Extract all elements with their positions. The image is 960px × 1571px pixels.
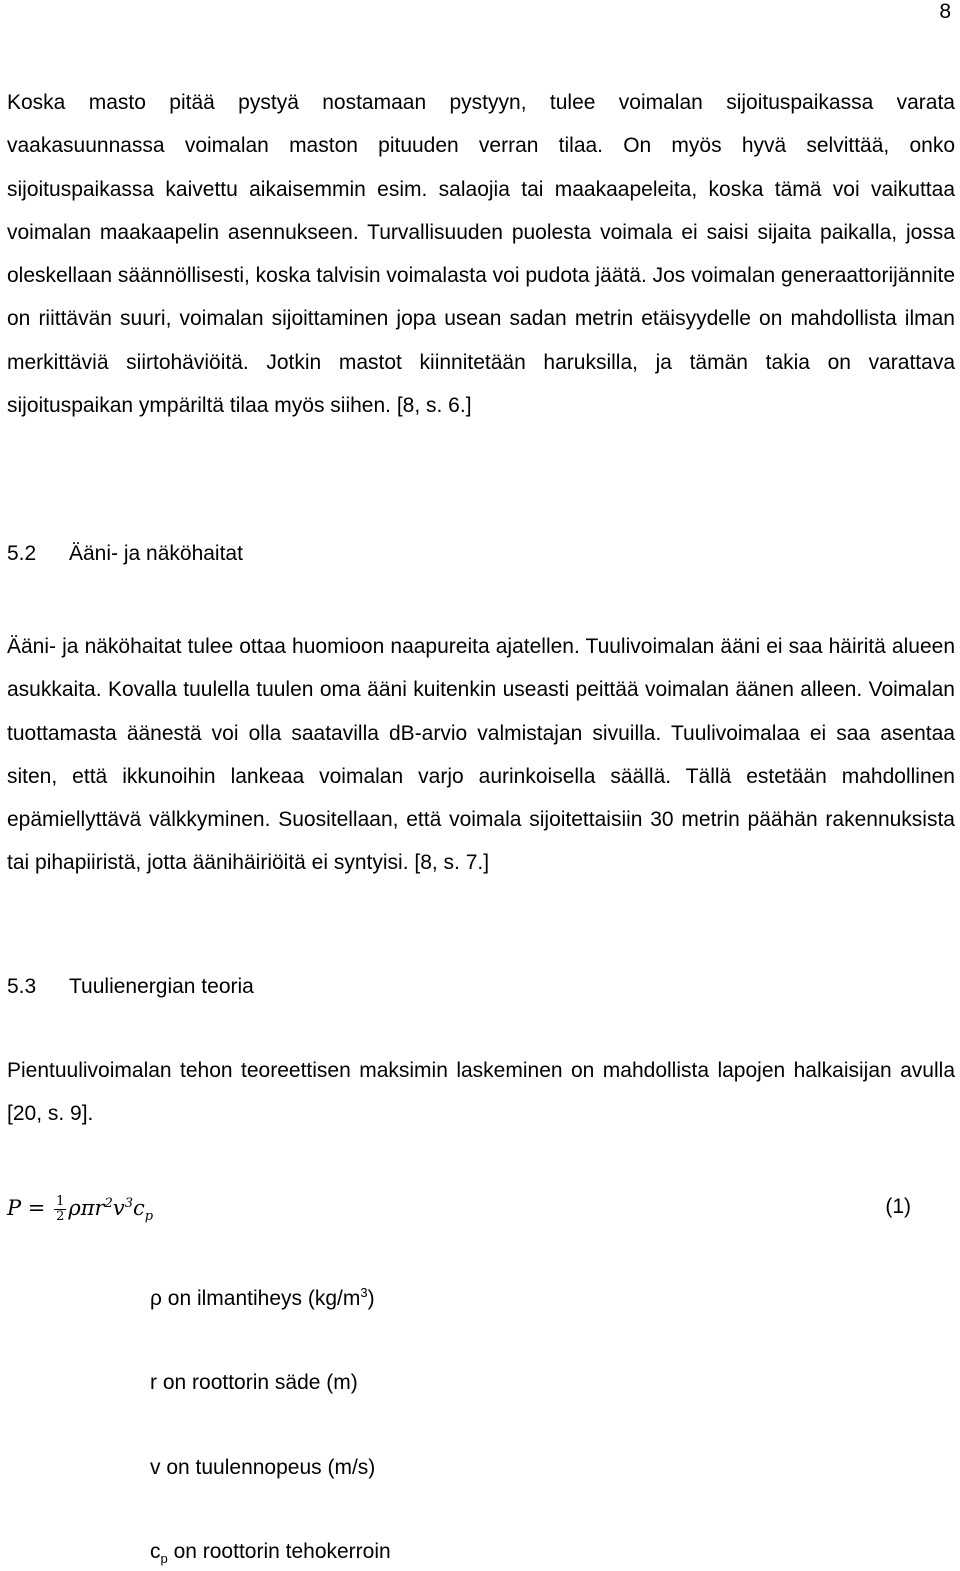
equation-number: (1) (885, 1195, 911, 1218)
formula-c: c (133, 1196, 145, 1220)
section-title: Tuulienergian teoria (69, 975, 254, 998)
paragraph-noise-visual: Ääni- ja näköhaitat tulee ottaa huomioon naapureita ajatellen. Tuulivoimalan ääni ei saa häiritä alueen asukkaita. Kovalla tuulella tuulen oma ääni kuitenkin useasti peittää voimalan äänen alleen. Voimalan tuottamasta äänestä voi olla saatavilla dB-arvio valmistajan sivuilla. Tuulivoimalaa ei saa asentaa siten, että ikkunoihin lankeaa voimalan varjo aurinkoisella säällä. Tällä estetään mahdollinen epämiellyttävä välkkyminen. Suositellaan, että voimala sijoitettaisiin 30 metrin päähän rakennuksista tai pihapiiristä, jotta äänihäiriöitä ei syntyisi. [8, s. 7.] (7, 635, 955, 875)
fraction-denominator: 2 (56, 1209, 65, 1224)
variable-cp (150, 1539, 391, 1565)
formula-r: r (94, 1196, 105, 1220)
variable-tail: ) (367, 1287, 375, 1310)
section-heading-5-2 (7, 541, 243, 567)
formula-r-exponent: 2 (104, 1196, 113, 1211)
variable-text: on roottorin tehokerroin (167, 1540, 391, 1563)
section-number: 5.2 (7, 542, 37, 565)
variable-r: r on roottorin säde (m) (150, 1371, 358, 1394)
variable-text: ρ on ilmantiheys (kg/m (150, 1287, 361, 1310)
variable-symbol: c (150, 1540, 161, 1563)
section-number: 5.3 (7, 975, 37, 998)
power-formula (7, 1186, 911, 1230)
formula-fraction (54, 1195, 66, 1224)
fraction-numerator: 1 (56, 1194, 65, 1209)
variable-v: v on tuulennopeus (m/s) (150, 1456, 376, 1479)
variable-rho (150, 1286, 375, 1312)
formula-c-subscript: p (144, 1209, 154, 1225)
variable-subscript: p (160, 1551, 168, 1567)
section-title: Ääni- ja näköhaitat (69, 542, 243, 565)
paragraph-site-placement: Koska masto pitää pystyä nostamaan pystyyn, tulee voimalan sijoituspaikassa varata vaakasuunnassa voimalan maston pituuden verran tilaa. On myös hyvä selvittää, onko sijoituspaikassa kaivettu aikaisemmin esim. salaojia tai maakaapeleita, koska tämä voi vaikuttaa voimalan maakaapelin asennukseen. Turvallisuuden puolesta voimala ei saisi sijaita paikalla, jossa oleskellaan säännöllisesti, koska talvisin voimalasta voi pudota jäätä. Jos voimalan generaattorijännite on riittävän suuri, voimalan sijoittaminen jopa usean sadan metrin etäisyydelle on mahdollista ilman merkittäviä siirtohäviöitä. Jotkin mastot kiinnitetään haruksilla, ja tämän takia on varattava sijoituspaikan ympäriltä tilaa myös siihen. [8, s. 6.] (7, 91, 955, 418)
formula-lhs: P = (7, 1196, 46, 1220)
formula-v-exponent: 3 (124, 1196, 134, 1211)
formula-rho-pi: ρπ (68, 1196, 95, 1220)
variable-superscript: 3 (360, 1285, 368, 1300)
page-number: 8 (939, 0, 951, 23)
section-heading-5-3 (7, 974, 254, 1000)
formula-expression (7, 1186, 153, 1230)
paragraph-wind-theory: Pientuulivoimalan tehon teoreettisen maksimin laskeminen on mahdollista lapojen halkaisijan avulla [20, s. 9]. (7, 1059, 955, 1126)
formula-v: v (112, 1196, 125, 1220)
